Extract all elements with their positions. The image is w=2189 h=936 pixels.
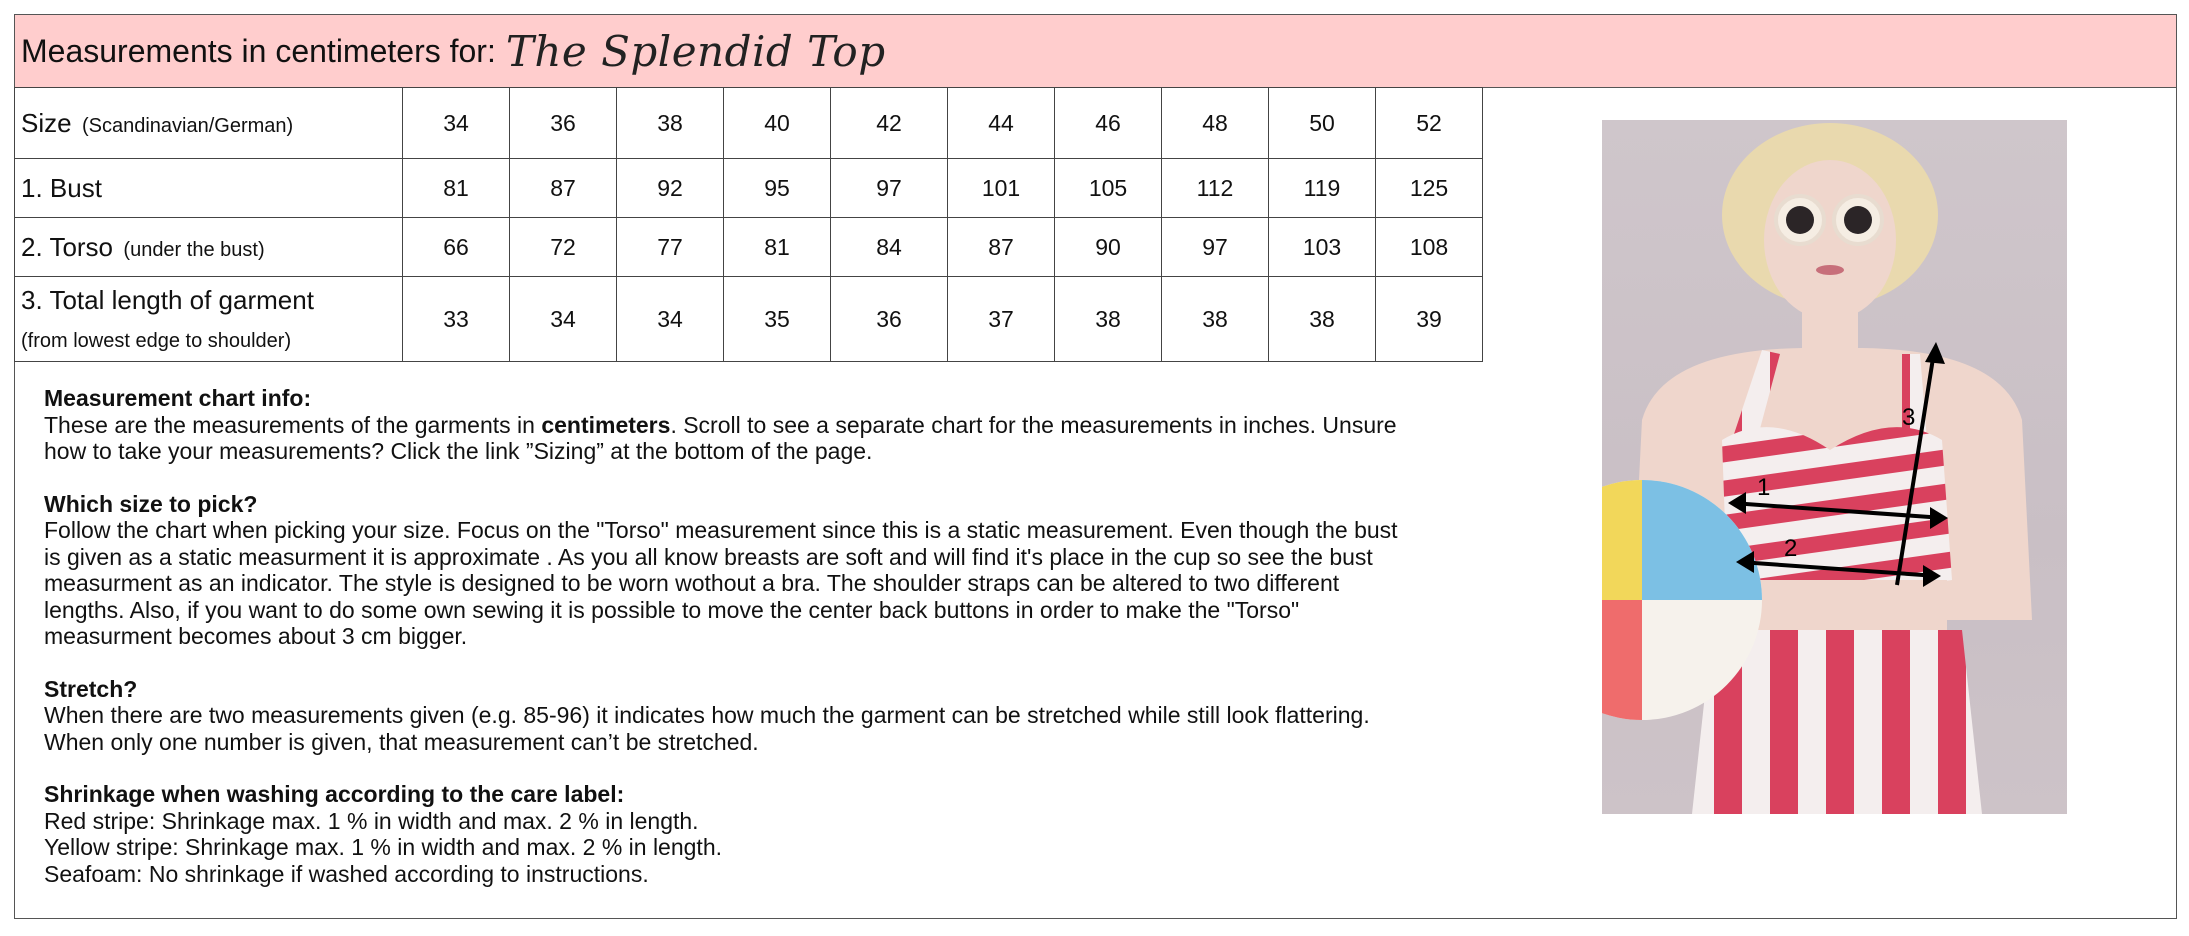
- stretch-line: When only one number is given, that measurement can’t be stretched.: [44, 728, 759, 755]
- marker-1: 1: [1757, 474, 1771, 501]
- size-pick-line: lengths. Also, if you want to do some own sewing it is possible to move the center back buttons in order to make the "Torso": [44, 596, 1300, 623]
- shrinkage-line: Yellow stripe: Shrinkage max. 1 % in width and max. 2 % in length.: [44, 834, 723, 860]
- info-section: [44, 385, 1484, 913]
- table-cell: 34: [510, 277, 617, 362]
- table-cell: 119: [1269, 159, 1376, 218]
- table-cell: 95: [724, 159, 831, 218]
- size-pick-line: is given as a static measurment it is approximate . As you all know breasts are soft and will find it's place in the cup so see the bust: [44, 543, 1373, 570]
- table-cell: 37: [948, 277, 1055, 362]
- table-cell: 33: [403, 277, 510, 362]
- model-illustration: [1602, 120, 2067, 814]
- table-cell: 38: [1162, 277, 1269, 362]
- table-cell: 48: [1162, 88, 1269, 159]
- table-cell: 42: [831, 88, 948, 159]
- table-cell: 38: [1055, 277, 1162, 362]
- row-label-torso: 2. Torso (under the bust): [15, 218, 403, 277]
- chart-info-line: how to take your measurements? Click the link ”Sizing” at the bottom of the page.: [44, 438, 873, 464]
- title-prefix: Measurements in centimeters for:: [21, 32, 496, 69]
- table-cell: 81: [403, 159, 510, 218]
- table-cell: 38: [617, 88, 724, 159]
- table-cell: 36: [510, 88, 617, 159]
- table-cell: 112: [1162, 159, 1269, 218]
- title-bar: [14, 14, 2177, 88]
- chart-info-heading: Measurement chart info:: [44, 385, 312, 411]
- stretch-line: When there are two measurements given (e.g. 85-96) it indicates how much the garment can be stretched while still look flattering.: [44, 702, 1370, 728]
- table-cell: 50: [1269, 88, 1376, 159]
- table-cell: 97: [831, 159, 948, 218]
- table-cell: 72: [510, 218, 617, 277]
- table-cell: 38: [1269, 277, 1376, 362]
- table-cell: 77: [617, 218, 724, 277]
- row-label-size: Size (Scandinavian/German): [15, 88, 403, 159]
- size-pick-block: [44, 491, 1484, 650]
- table-row: [15, 277, 1483, 362]
- table-cell: 105: [1055, 159, 1162, 218]
- table-cell: 39: [1376, 277, 1483, 362]
- product-name: The Splendid Top: [505, 26, 886, 76]
- table-row: [15, 88, 1483, 159]
- table-cell: 125: [1376, 159, 1483, 218]
- table-cell: 40: [724, 88, 831, 159]
- shrinkage-line: Red stripe: Shrinkage max. 1 % in width and max. 2 % in length.: [44, 807, 699, 834]
- marker-3: 3: [1902, 404, 1916, 431]
- table-cell: 87: [510, 159, 617, 218]
- shrinkage-line: Seafoam: No shrinkage if washed according to instructions.: [44, 860, 649, 887]
- table-cell: 44: [948, 88, 1055, 159]
- chart-info-block: [44, 385, 1484, 465]
- table-cell: 36: [831, 277, 948, 362]
- shrinkage-block: [44, 781, 1484, 887]
- size-pick-line: Follow the chart when picking your size. Focus on the "Torso" measurement since this is a static measurement. Even though the bust: [44, 517, 1398, 543]
- table-cell: 35: [724, 277, 831, 362]
- table-cell: 84: [831, 218, 948, 277]
- chart-info-line: These are the measurements of the garments in centimeters. Scroll to see a separate chart for the measurements in inches. Unsure: [44, 411, 1397, 438]
- lips-shape: [1816, 265, 1844, 275]
- table-cell: 66: [403, 218, 510, 277]
- table-cell: 108: [1376, 218, 1483, 277]
- table-cell: 90: [1055, 218, 1162, 277]
- table-cell: 81: [724, 218, 831, 277]
- table-cell: 46: [1055, 88, 1162, 159]
- table-cell: 34: [403, 88, 510, 159]
- table-cell: 52: [1376, 88, 1483, 159]
- stretch-block: [44, 676, 1484, 756]
- size-pick-line: measurment becomes about 3 cm bigger.: [44, 623, 468, 649]
- size-pick-line: measurment as an indicator. The style is designed to be worn wothout a bra. The shoulder straps can be altered to two different: [44, 570, 1340, 596]
- size-pick-heading: Which size to pick?: [44, 490, 258, 517]
- table-cell: 34: [617, 277, 724, 362]
- shrinkage-heading: Shrinkage when washing according to the care label:: [44, 781, 625, 807]
- row-label-bust: 1. Bust: [15, 159, 403, 218]
- table-cell: 97: [1162, 218, 1269, 277]
- table-row: [15, 159, 1483, 218]
- stretch-heading: Stretch?: [44, 675, 138, 702]
- marker-2: 2: [1784, 535, 1798, 562]
- row-label-length: 3. Total length of garment (from lowest edge to shoulder): [15, 277, 403, 362]
- size-table: [14, 87, 1483, 362]
- table-cell: 87: [948, 218, 1055, 277]
- table-cell: 101: [948, 159, 1055, 218]
- table-row: [15, 218, 1483, 277]
- table-cell: 92: [617, 159, 724, 218]
- product-photo: [1602, 120, 2067, 814]
- table-cell: 103: [1269, 218, 1376, 277]
